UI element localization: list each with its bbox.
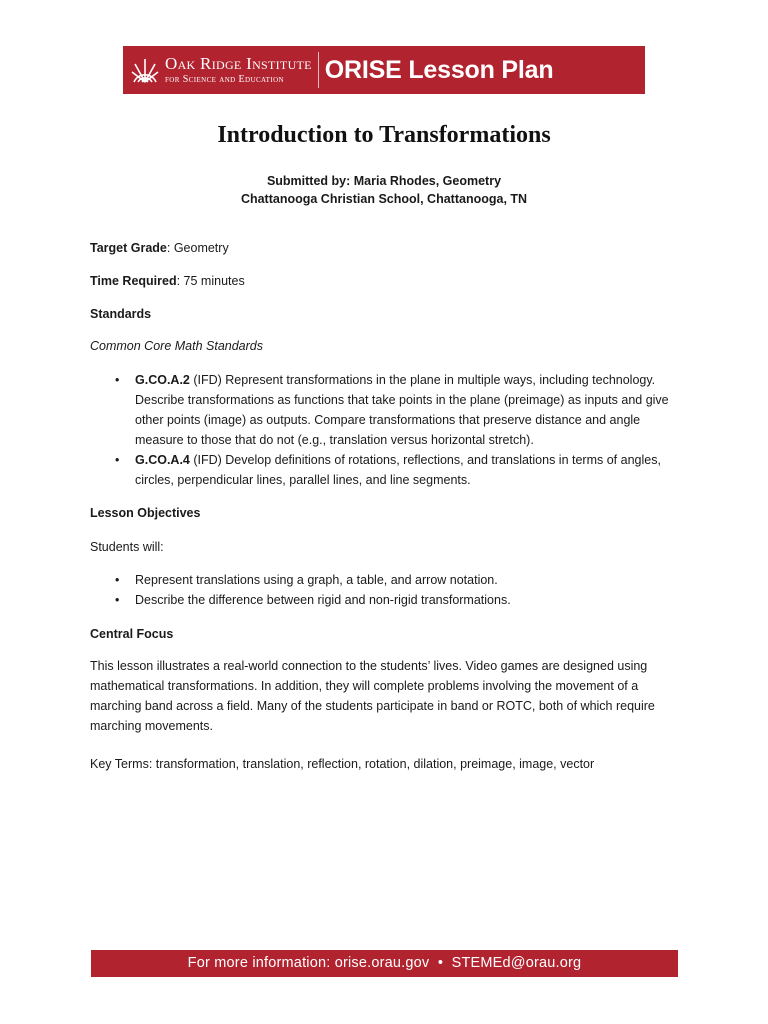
key-terms: Key Terms: transformation, translation, reflection, rotation, dilation, preimage, image, vector (90, 757, 595, 771)
document-title: Introduction to Transformations (217, 122, 551, 148)
school-name: Chattanooga Christian School, Chattanooga, TN (240, 192, 528, 206)
bullet-icon: • (115, 453, 120, 467)
standards-heading: Standards (90, 307, 152, 321)
standards-list (90, 370, 690, 490)
time-required-value: : 75 minutes (176, 274, 245, 288)
org-name (165, 55, 312, 85)
bullet-icon: • (115, 573, 120, 587)
objective-text: Represent translations using a graph, a table, and arrow notation. (135, 573, 498, 587)
org-name-line2: for Science and Education (165, 74, 285, 85)
submission-info (0, 172, 768, 208)
standards-subheading: Common Core Math Standards (90, 339, 263, 353)
standard-text: (IFD) Develop definitions of rotations, reflections, and translations in terms of angles, circles, perpendicular lines, parallel lines, and line segments. (135, 453, 661, 487)
org-name-line1: Oak Ridge Institute (165, 54, 312, 73)
objectives-list (90, 570, 680, 610)
objective-text: Describe the difference between rigid and non-rigid transformations. (135, 593, 511, 607)
banner-divider (318, 52, 319, 88)
bullet-icon: • (115, 373, 120, 387)
objective-item (90, 590, 680, 610)
footer-contact-text: For more information: orise.orau.gov • STEMEd@orau.org (187, 955, 582, 971)
standard-item (90, 450, 690, 490)
central-focus-paragraph: This lesson illustrates a real-world connection to the students’ lives. Video games are designed using mathematical transformations. In addition, they will complete problems involving the movement of a marching band across a field. Many of the students participate in band or ROTC, both of which require marching movements. (90, 659, 655, 733)
time-required-label: Time Required (90, 274, 177, 288)
standard-item (90, 370, 690, 450)
objectives-intro: Students will: (90, 540, 164, 554)
footer-contact-bar (91, 950, 678, 977)
target-grade-value: : Geometry (166, 241, 229, 255)
standard-code: G.CO.A.4 (135, 453, 190, 467)
objectives-heading: Lesson Objectives (90, 506, 201, 520)
standard-code: G.CO.A.2 (135, 373, 190, 387)
objective-item (90, 570, 680, 590)
header-banner (123, 46, 645, 94)
standard-text: (IFD) Represent transformations in the plane in multiple ways, including technology. Describe transformations as functions that take points in the plane (preimage) as inputs and give other points (image) as outputs. Compare transformations that preserve distance and angle measure to those that do not (e.g., translation versus horizontal stretch). (135, 373, 669, 447)
banner-title: ORISE Lesson Plan (324, 55, 554, 84)
target-grade-label: Target Grade (90, 241, 167, 255)
submitted-by: Submitted by: Maria Rhodes, Geometry (266, 174, 502, 188)
target-grade (90, 238, 680, 258)
time-required (90, 271, 680, 291)
bullet-icon: • (115, 593, 120, 607)
central-focus-heading: Central Focus (90, 627, 174, 641)
sunburst-logo-icon (131, 56, 159, 84)
